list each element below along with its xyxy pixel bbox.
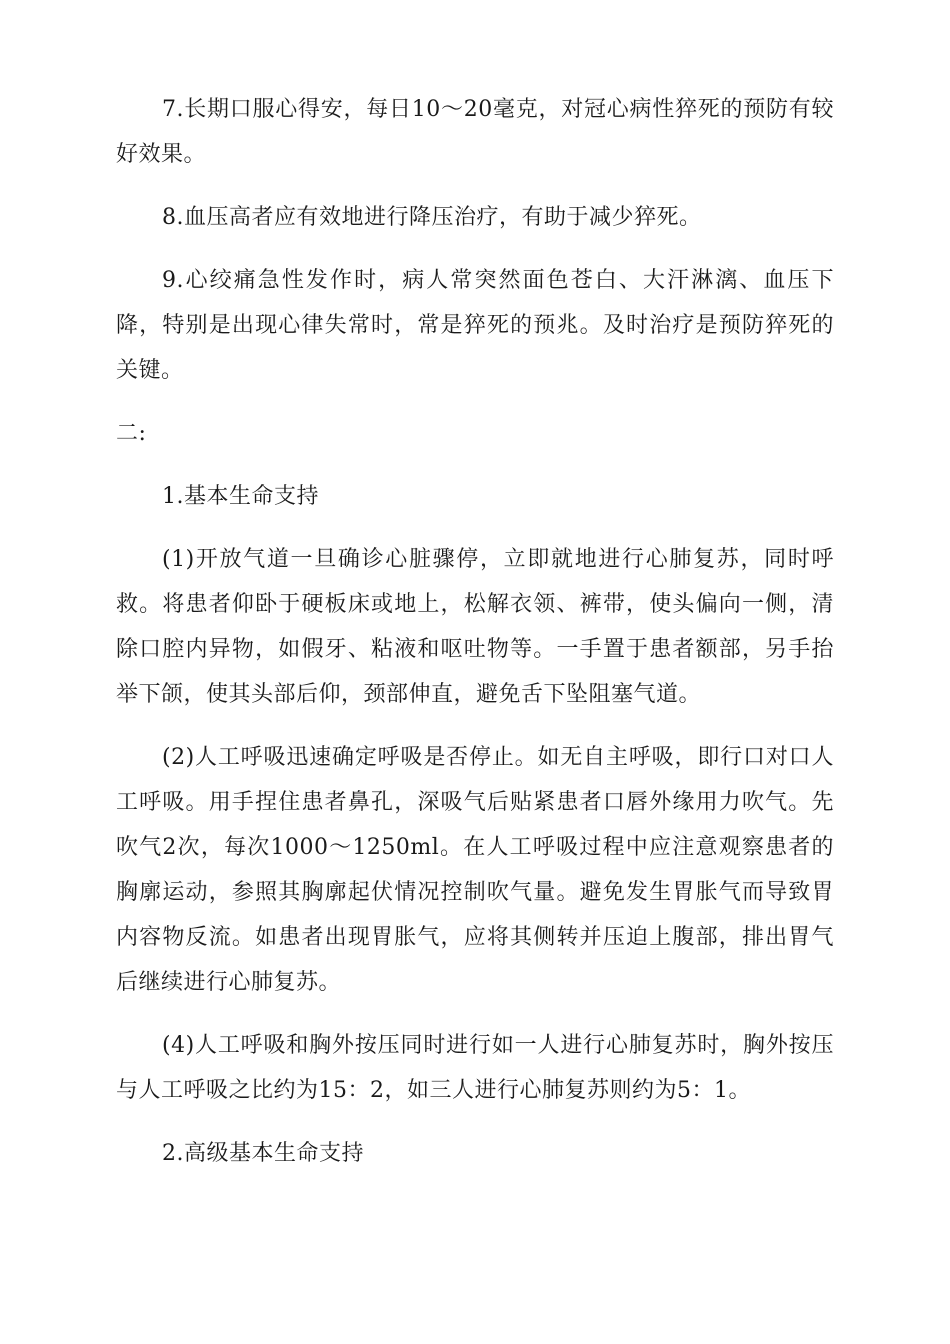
subheading-advanced-life-support: 2.高级基本生命支持 bbox=[162, 1141, 364, 1166]
paragraph-artificial-respiration: (2)人工呼吸迅速确定呼吸是否停止。如无自主呼吸，即行口对口人工呼吸。用手捏住患者鼻孔，深吸气后贴紧患者口唇外缘用力吹气。先吹气2次，每次1000～1250ml。在人工呼吸过程中应注意观察患者的胸廓运动，参照其胸廓起伏情况控制吹气量。避免发生胃胀气而导致胃内容物反流。如患者出现胃胀气，应将其侧转并压迫上腹部，排出胃气后继续进行心肺复苏。 bbox=[116, 745, 834, 995]
paragraph-item-8: 8.血压高者应有效地进行降压治疗，有助于减少猝死。 bbox=[162, 205, 702, 230]
document-body bbox=[116, 87, 834, 1194]
section-heading-two: 二: bbox=[116, 421, 147, 446]
paragraph-compression-ratio: (4)人工呼吸和胸外按压同时进行如一人进行心肺复苏时，胸外按压与人工呼吸之比约为15：2，如三人进行心肺复苏则约为5：1。 bbox=[116, 1033, 834, 1103]
paragraph-item-7: 7.长期口服心得安，每日10～20毫克，对冠心病性猝死的预防有较好效果。 bbox=[116, 97, 834, 167]
paragraph-item-9: 9.心绞痛急性发作时，病人常突然面色苍白、大汗淋漓、血压下降，特别是出现心律失常时，常是猝死的预兆。及时治疗是预防猝死的关键。 bbox=[116, 268, 834, 383]
subheading-basic-life-support: 1.基本生命支持 bbox=[162, 484, 319, 509]
paragraph-open-airway: (1)开放气道一旦确诊心脏骤停，立即就地进行心肺复苏，同时呼救。将患者仰卧于硬板床或地上，松解衣领、裤带，使头偏向一侧，清除口腔内异物，如假牙、粘液和呕吐物等。一手置于患者额部，另手抬举下颌，使其头部后仰，颈部伸直，避免舌下坠阻塞气道。 bbox=[116, 547, 834, 707]
